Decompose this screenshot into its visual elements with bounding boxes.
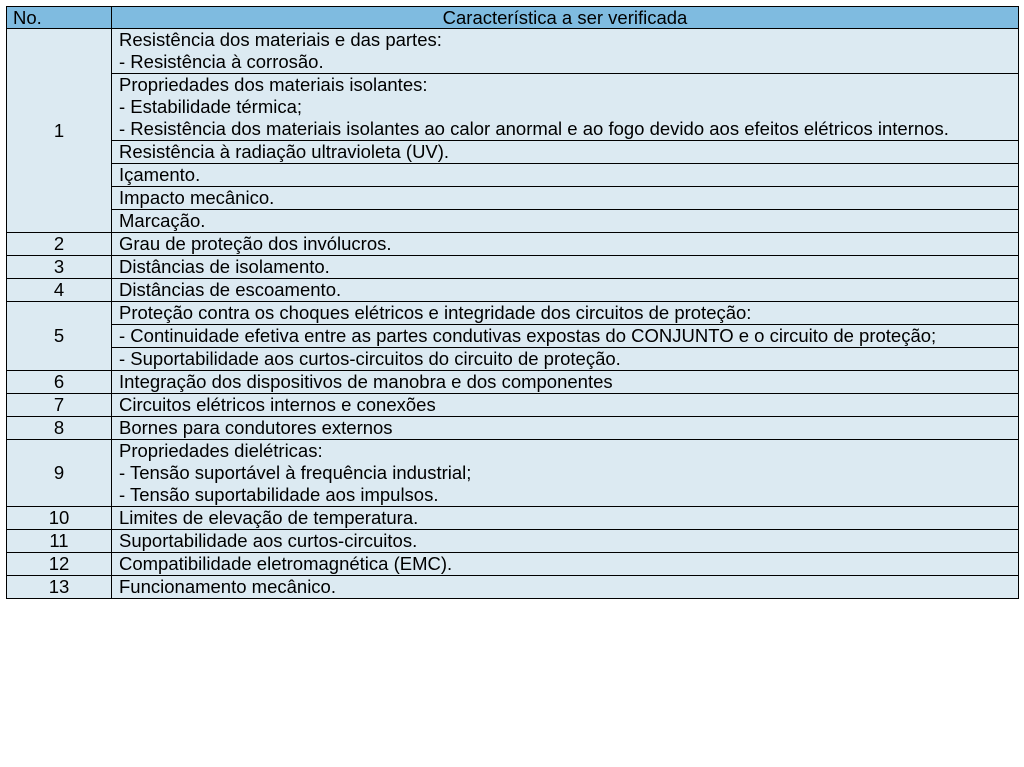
characteristic-cell	[112, 576, 1019, 599]
item-number: 2	[7, 233, 112, 256]
characteristic-cell	[112, 256, 1019, 279]
characteristic-cell	[112, 29, 1019, 74]
table-row	[7, 210, 1019, 233]
characteristic-cell	[112, 371, 1019, 394]
table-row	[7, 74, 1019, 141]
characteristic-line: - Estabilidade térmica;	[119, 96, 303, 117]
characteristic-cell	[112, 233, 1019, 256]
characteristic-line: Distâncias de isolamento.	[119, 256, 330, 277]
characteristic-line: Resistência dos materiais e das partes:	[119, 29, 442, 50]
characteristic-line: Içamento.	[119, 164, 201, 185]
table-row	[7, 256, 1019, 279]
characteristic-line: Circuitos elétricos internos e conexões	[119, 394, 436, 415]
item-number: 12	[7, 553, 112, 576]
characteristic-cell	[112, 279, 1019, 302]
characteristic-line: Distâncias de escoamento.	[119, 279, 342, 300]
table-row	[7, 302, 1019, 325]
characteristic-cell	[112, 530, 1019, 553]
characteristic-line: - Continuidade efetiva entre as partes condutivas expostas do CONJUNTO e o circuito de proteção;	[119, 325, 937, 346]
characteristic-line: Limites de elevação de temperatura.	[119, 507, 419, 528]
characteristic-cell	[112, 164, 1019, 187]
characteristic-cell	[112, 553, 1019, 576]
characteristic-line: - Resistência dos materiais isolantes ao calor anormal e ao fogo devido aos efeitos elétricos internos.	[119, 118, 949, 139]
characteristic-line: - Tensão suportabilidade aos impulsos.	[119, 484, 439, 505]
header-characteristic: Característica a ser verificada	[112, 7, 1019, 29]
item-number: 13	[7, 576, 112, 599]
item-number: 1	[7, 29, 112, 233]
characteristic-line: Suportabilidade aos curtos-circuitos.	[119, 530, 418, 551]
table-row	[7, 553, 1019, 576]
characteristic-cell	[112, 394, 1019, 417]
table-row	[7, 29, 1019, 74]
table-row	[7, 507, 1019, 530]
table-row	[7, 348, 1019, 371]
characteristic-cell	[112, 210, 1019, 233]
table-row	[7, 141, 1019, 164]
item-number: 6	[7, 371, 112, 394]
characteristic-cell	[112, 325, 1019, 348]
table-row	[7, 371, 1019, 394]
characteristic-line: Proteção contra os choques elétricos e integridade dos circuitos de proteção:	[119, 302, 752, 323]
characteristic-line: Bornes para condutores externos	[119, 417, 393, 438]
header-row	[7, 7, 1019, 29]
characteristic-cell	[112, 440, 1019, 507]
table-body	[7, 29, 1019, 599]
header-number: No.	[7, 7, 112, 29]
item-number: 9	[7, 440, 112, 507]
item-number: 5	[7, 302, 112, 371]
characteristic-line: - Resistência à corrosão.	[119, 51, 324, 72]
characteristic-line: Grau de proteção dos invólucros.	[119, 233, 392, 254]
characteristic-cell	[112, 507, 1019, 530]
characteristic-line: Propriedades dielétricas:	[119, 440, 323, 461]
table-row	[7, 394, 1019, 417]
table-row	[7, 164, 1019, 187]
characteristic-line: - Tensão suportável à frequência industrial;	[119, 462, 472, 483]
characteristic-line: Marcação.	[119, 210, 206, 231]
table-row	[7, 279, 1019, 302]
table-row	[7, 530, 1019, 553]
characteristic-line: Compatibilidade eletromagnética (EMC).	[119, 553, 453, 574]
characteristic-cell	[112, 348, 1019, 371]
table-row	[7, 233, 1019, 256]
characteristic-cell	[112, 302, 1019, 325]
characteristic-line: Propriedades dos materiais isolantes:	[119, 74, 428, 95]
characteristic-cell	[112, 141, 1019, 164]
item-number: 3	[7, 256, 112, 279]
characteristic-line: Funcionamento mecânico.	[119, 576, 336, 597]
table-row	[7, 187, 1019, 210]
characteristic-line: Integração dos dispositivos de manobra e dos componentes	[119, 371, 613, 392]
item-number: 4	[7, 279, 112, 302]
item-number: 7	[7, 394, 112, 417]
characteristic-line: Resistência à radiação ultravioleta (UV).	[119, 141, 450, 162]
characteristic-line: Impacto mecânico.	[119, 187, 275, 208]
verification-table	[6, 6, 1019, 599]
item-number: 8	[7, 417, 112, 440]
characteristic-line: - Suportabilidade aos curtos-circuitos do circuito de proteção.	[119, 348, 621, 369]
table-row	[7, 325, 1019, 348]
table-row	[7, 576, 1019, 599]
item-number: 11	[7, 530, 112, 553]
table-row	[7, 440, 1019, 507]
characteristic-cell	[112, 74, 1019, 141]
characteristic-cell	[112, 187, 1019, 210]
characteristic-cell	[112, 417, 1019, 440]
item-number: 10	[7, 507, 112, 530]
table-row	[7, 417, 1019, 440]
